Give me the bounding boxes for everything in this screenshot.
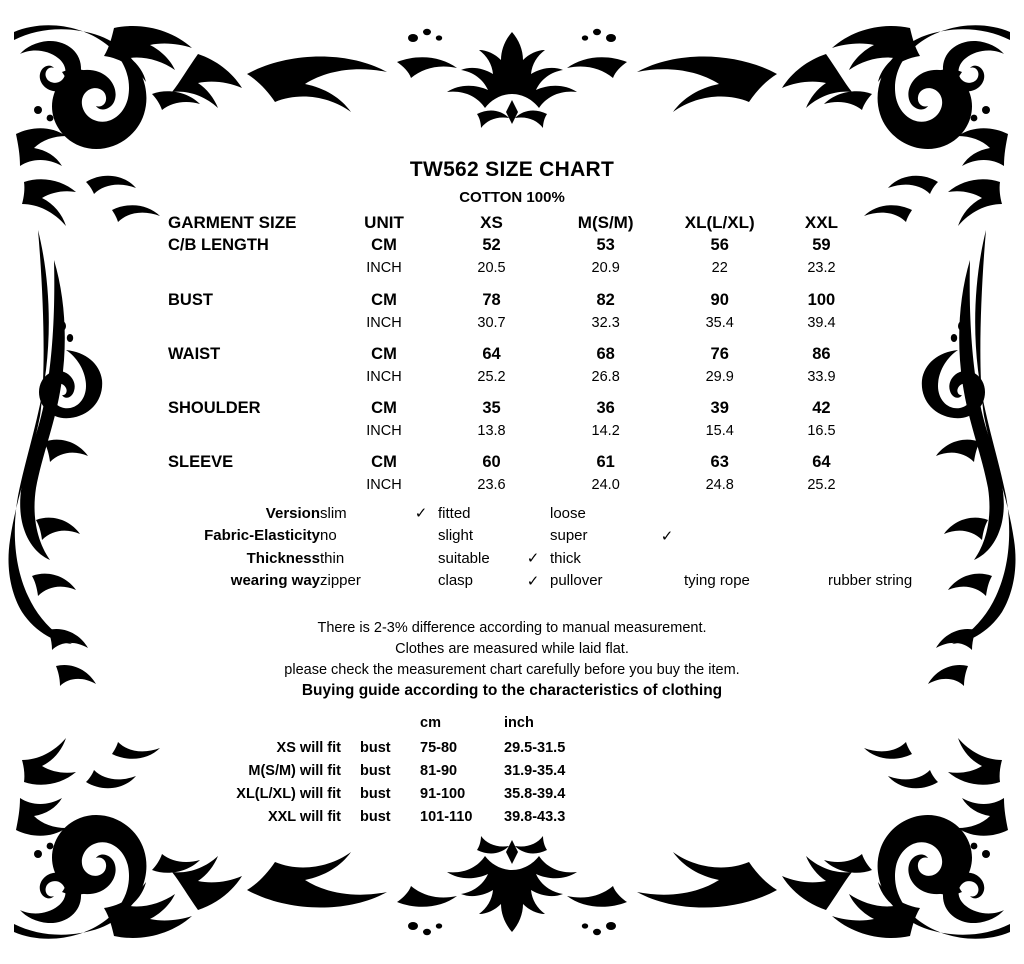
guide-measure-m: bust — [360, 762, 391, 779]
table-row — [168, 343, 868, 366]
table-row — [168, 289, 868, 312]
row-label-cb-length: C/B LENGTH — [168, 236, 269, 255]
shoulder-inch-m: 14.2 — [591, 423, 620, 440]
bust-inch-xxl: 39.4 — [807, 314, 836, 331]
note-line-1: There is 2-3% difference according to manual measurement. — [317, 620, 707, 636]
option-wearing-rubber-string[interactable]: rubber string — [828, 572, 913, 590]
guide-fit-xl: XL(L/XL) will fit — [236, 785, 341, 802]
measurement-table — [168, 212, 868, 497]
cb-length-cm-m: 53 — [596, 236, 615, 255]
checkbox-version-loose — [650, 502, 684, 525]
attribute-row-wearing-way — [200, 570, 912, 593]
waist-cm-m: 68 — [596, 344, 615, 363]
row-spacer — [168, 442, 868, 451]
checkbox-elasticity-no — [404, 525, 438, 548]
bust-cm-xs: 78 — [482, 290, 501, 309]
sleeve-cm-xl: 63 — [710, 453, 729, 472]
option-thickness-suitable[interactable]: suitable — [438, 549, 490, 567]
shoulder-inch-xl: 15.4 — [705, 423, 734, 440]
cb-length-cm-xxl: 59 — [812, 236, 831, 255]
shoulder-cm-m: 36 — [596, 398, 615, 417]
guide-header-row — [216, 710, 566, 736]
waist-inch-xxl: 33.9 — [807, 368, 836, 385]
attr-label-thickness: Thickness — [246, 549, 320, 567]
attr-label-wearing-way: wearing way — [230, 572, 320, 590]
cb-length-cm-xs: 52 — [482, 236, 501, 255]
row-label-bust: BUST — [168, 290, 213, 309]
row-label-blank — [168, 366, 332, 389]
unit-inch: INCH — [366, 260, 402, 277]
guide-measure-xl: bust — [360, 785, 391, 802]
waist-inch-xl: 29.9 — [705, 368, 734, 385]
shoulder-inch-xxl: 16.5 — [807, 423, 836, 440]
row-label-blank — [168, 420, 332, 443]
checkmark-elasticity-super: ✓ — [660, 527, 674, 545]
waist-cm-xl: 76 — [710, 344, 729, 363]
row-label-shoulder: SHOULDER — [168, 398, 261, 417]
shoulder-cm-xxl: 42 — [812, 398, 831, 417]
waist-cm-xxl: 86 — [812, 344, 831, 363]
checkbox-thickness-thin — [404, 547, 438, 570]
guide-header-measure — [359, 710, 419, 736]
bust-inch-xs: 30.7 — [477, 314, 506, 331]
page-title: TW562 SIZE CHART — [409, 158, 615, 181]
cb-length-cm-xl: 56 — [710, 236, 729, 255]
guide-header-cm: cm — [420, 715, 441, 731]
table-row — [168, 474, 868, 497]
option-wearing-zipper[interactable]: zipper — [320, 572, 361, 590]
guide-inch-xl: 35.8-39.4 — [504, 785, 566, 802]
checkbox-wearing-tying-rope — [794, 570, 828, 593]
attr-label-fabric-elasticity: Fabric-Elasticity — [204, 527, 320, 545]
option-wearing-pullover[interactable]: pullover — [550, 572, 603, 590]
cb-length-inch-xl: 22 — [711, 260, 728, 277]
sleeve-inch-xl: 24.8 — [705, 477, 734, 494]
guide-cm-m: 81-90 — [420, 762, 458, 779]
table-row — [168, 420, 868, 443]
unit-inch: INCH — [366, 314, 402, 331]
row-label-blank — [168, 311, 332, 334]
option-elasticity-extra — [684, 525, 794, 548]
shoulder-cm-xs: 35 — [482, 398, 501, 417]
waist-cm-xs: 64 — [482, 344, 501, 363]
checkmark-wearing-clasp: ✓ — [526, 572, 540, 590]
guide-fit-xxl: XXL will fit — [267, 808, 341, 825]
header-size-m: M(S/M) — [577, 213, 634, 233]
row-label-waist: WAIST — [168, 344, 221, 363]
header-garment-size: GARMENT SIZE — [168, 213, 297, 233]
row-label-blank — [168, 474, 332, 497]
measurement-notes — [0, 618, 1024, 681]
shoulder-cm-xl: 39 — [710, 398, 729, 417]
row-spacer — [168, 280, 868, 289]
checkbox-elasticity-extra — [794, 525, 828, 548]
attribute-row-fabric-elasticity — [200, 525, 912, 548]
shoulder-inch-xs: 13.8 — [477, 423, 506, 440]
header-size-xl: XL(L/XL) — [684, 213, 755, 233]
guide-cm-xxl: 101-110 — [420, 808, 473, 825]
guide-row-xs — [216, 736, 566, 759]
checkbox-wearing-pullover — [650, 570, 684, 593]
guide-inch-m: 31.9-35.4 — [504, 762, 566, 779]
guide-header-blank — [216, 710, 359, 736]
bust-cm-xl: 90 — [710, 290, 729, 309]
option-version-fitted[interactable]: fitted — [438, 504, 471, 522]
unit-cm: CM — [371, 236, 397, 255]
checkbox-thickness-extra — [794, 547, 828, 570]
unit-inch: INCH — [366, 477, 402, 494]
sleeve-inch-xs: 23.6 — [477, 477, 506, 494]
cb-length-inch-m: 20.9 — [591, 260, 620, 277]
sleeve-cm-xxl: 64 — [812, 453, 831, 472]
option-version-slim[interactable]: slim — [320, 504, 347, 522]
option-elasticity-no[interactable]: no — [320, 527, 337, 545]
guide-fit-m: M(S/M) will fit — [248, 762, 341, 779]
option-wearing-clasp[interactable]: clasp — [438, 572, 474, 590]
checkbox-version-extra — [794, 502, 828, 525]
option-elasticity-slight[interactable]: slight — [438, 527, 474, 545]
guide-fit-xs: XS will fit — [276, 739, 341, 756]
note-line-3: please check the measurement chart carefully before you buy the item. — [284, 662, 740, 678]
checkbox-version-fitted — [516, 502, 550, 525]
guide-inch-xxl: 39.8-43.3 — [504, 808, 566, 825]
header-size-xs: XS — [480, 213, 503, 233]
guide-inch-xs: 29.5-31.5 — [504, 739, 566, 756]
option-wearing-tying-rope[interactable]: tying rope — [684, 572, 750, 590]
checkmark-version-slim: ✓ — [414, 505, 428, 523]
attribute-row-version — [200, 502, 912, 525]
sleeve-inch-xxl: 25.2 — [807, 477, 836, 494]
buying-guide-heading: Buying guide according to the characteristics of clothing — [301, 682, 723, 699]
table-row — [168, 451, 868, 474]
unit-cm: CM — [371, 290, 397, 309]
bust-inch-m: 32.3 — [591, 314, 620, 331]
table-row — [168, 235, 868, 258]
checkbox-elasticity-slight — [516, 525, 550, 548]
sleeve-inch-m: 24.0 — [591, 477, 620, 494]
cb-length-inch-xxl: 23.2 — [807, 260, 836, 277]
waist-inch-m: 26.8 — [591, 368, 620, 385]
unit-inch: INCH — [366, 423, 402, 440]
attr-label-version: Version — [265, 504, 320, 522]
table-row — [168, 257, 868, 280]
guide-row-m — [216, 759, 566, 782]
row-spacer — [168, 334, 868, 343]
option-thickness-extra2 — [828, 547, 912, 570]
sleeve-cm-m: 61 — [596, 453, 615, 472]
waist-inch-xs: 25.2 — [477, 368, 506, 385]
header-size-xxl: XXL — [804, 213, 838, 233]
option-version-loose[interactable]: loose — [550, 504, 586, 522]
guide-cm-xs: 75-80 — [420, 739, 458, 756]
option-version-extra2 — [828, 502, 912, 525]
table-row — [168, 397, 868, 420]
unit-inch: INCH — [366, 368, 402, 385]
attribute-row-thickness — [200, 547, 912, 570]
material-subtitle: COTTON 100% — [459, 189, 565, 206]
table-header-row — [168, 212, 868, 235]
option-elasticity-extra2 — [828, 525, 912, 548]
note-line-2: Clothes are measured while laid flat. — [395, 641, 629, 657]
bust-cm-xxl: 100 — [807, 290, 836, 309]
unit-cm: CM — [371, 344, 397, 363]
unit-cm: CM — [371, 398, 397, 417]
guide-header-inch: inch — [504, 715, 534, 731]
option-elasticity-super[interactable]: super — [550, 527, 588, 545]
checkbox-wearing-zipper — [404, 570, 438, 593]
guide-row-xl — [216, 782, 566, 805]
row-spacer — [168, 388, 868, 397]
table-row — [168, 311, 868, 334]
checkbox-thickness-thick — [650, 547, 684, 570]
sleeve-cm-xs: 60 — [482, 453, 501, 472]
bust-inch-xl: 35.4 — [705, 314, 734, 331]
row-label-blank — [168, 257, 332, 280]
unit-cm: CM — [371, 453, 397, 472]
option-thickness-extra — [684, 547, 794, 570]
guide-cm-xl: 91-100 — [420, 785, 466, 802]
option-version-extra — [684, 502, 794, 525]
guide-measure-xxl: bust — [360, 808, 391, 825]
row-label-sleeve: SLEEVE — [168, 453, 234, 472]
guide-row-xxl — [216, 805, 566, 828]
cb-length-inch-xs: 20.5 — [477, 260, 506, 277]
header-unit: UNIT — [364, 213, 404, 233]
table-row — [168, 366, 868, 389]
guide-measure-xs: bust — [360, 739, 391, 756]
checkmark-thickness-suitable: ✓ — [526, 550, 540, 568]
bust-cm-m: 82 — [596, 290, 615, 309]
buying-guide-table — [216, 710, 566, 828]
option-thickness-thin[interactable]: thin — [320, 549, 345, 567]
garment-attributes-table — [200, 502, 912, 592]
option-thickness-thick[interactable]: thick — [550, 549, 581, 567]
